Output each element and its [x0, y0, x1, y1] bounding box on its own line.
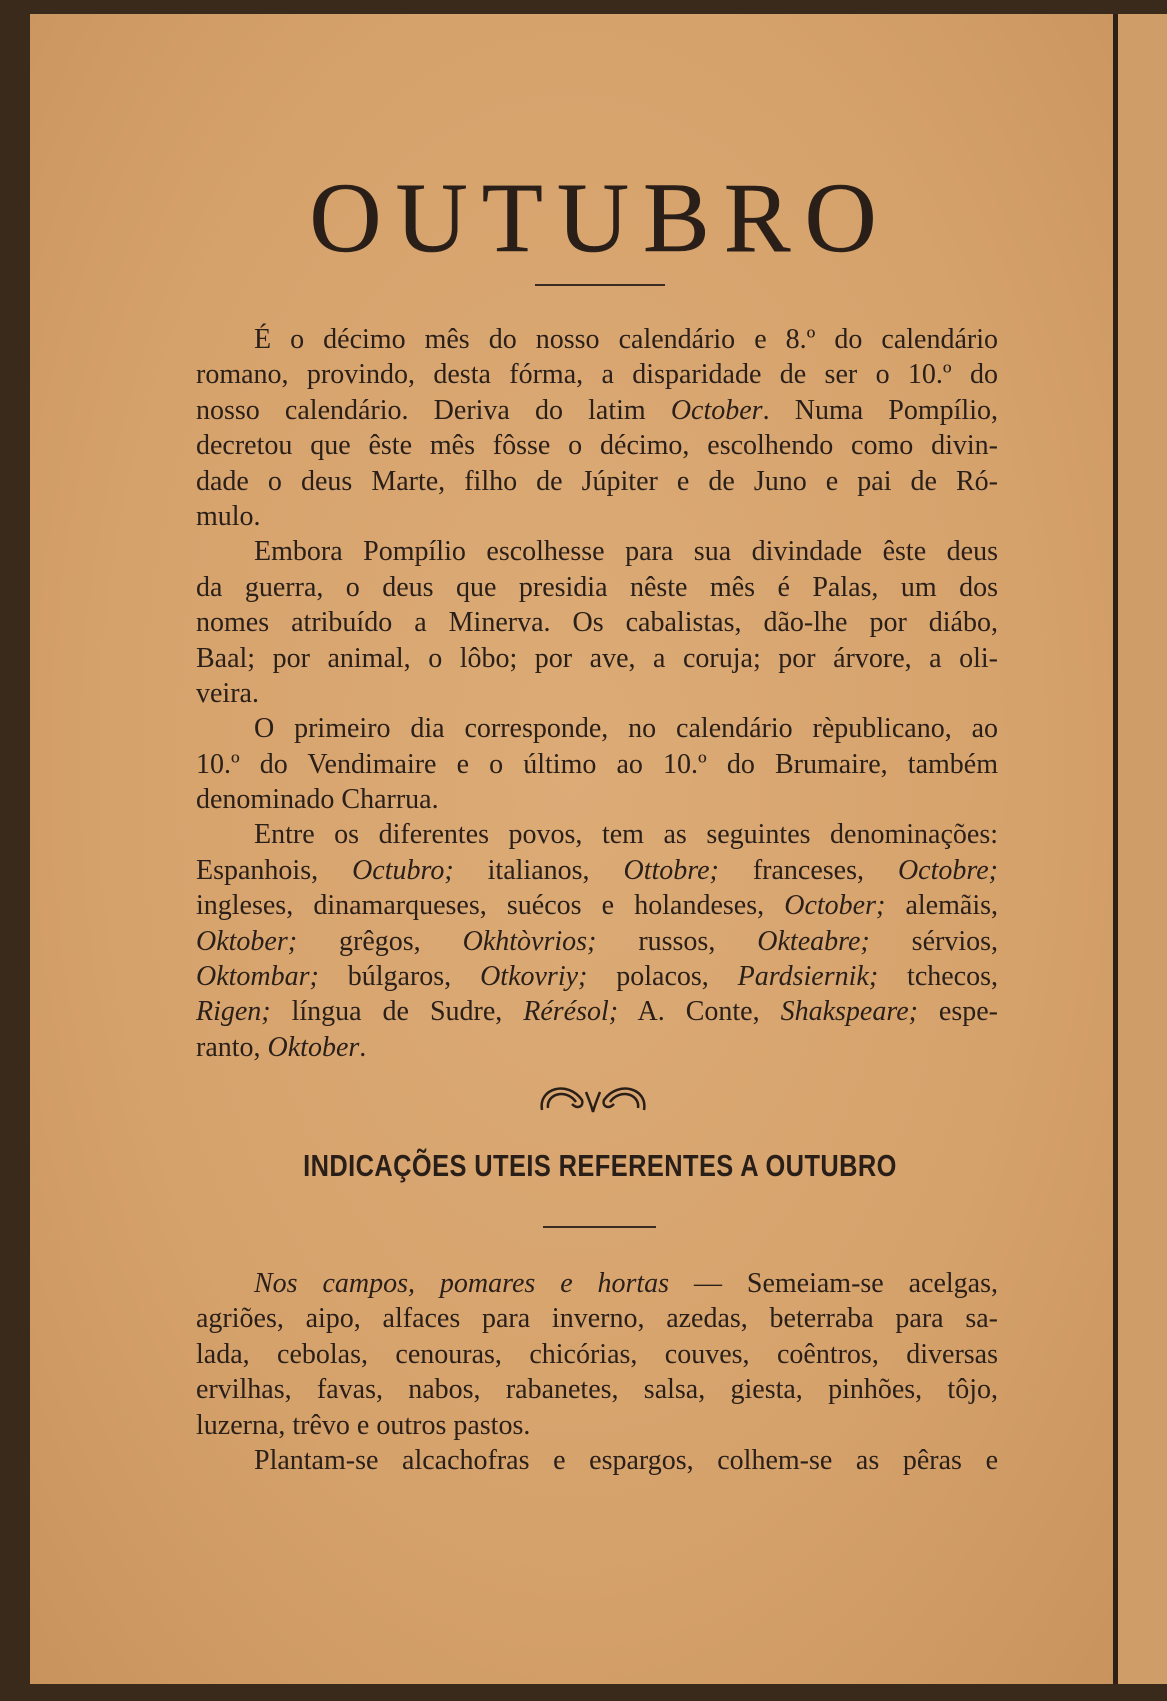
- text-run: sérvios,: [869, 925, 998, 957]
- text-line: [196, 747, 998, 782]
- text-line: [196, 1266, 998, 1301]
- italic-term: Shakspeare;: [780, 996, 918, 1028]
- intro-text: [196, 322, 998, 1065]
- text-run: língua de Sudre,: [270, 996, 524, 1028]
- text-run: búlgaros,: [318, 961, 481, 993]
- section-heading: INDICAÇÕES UTEIS REFERENTES A OUTUBRO: [303, 1148, 897, 1183]
- text-line: [196, 499, 998, 534]
- italic-term: October: [670, 394, 763, 426]
- text-line: [196, 817, 998, 852]
- text-run: Embora Pompílio escolhesse para sua divindade êste deus: [254, 536, 998, 568]
- italic-term: Pardsiernik;: [737, 961, 879, 993]
- text-line: [196, 676, 998, 711]
- text-line: [196, 428, 998, 463]
- title-divider: [535, 284, 665, 286]
- text-run: nosso calendário. Deriva do latim: [196, 394, 671, 426]
- italic-term: Okhtòvrios;: [462, 925, 597, 957]
- text-run: luzerna, trêvo e outros pastos.: [196, 1409, 531, 1441]
- text-line: [196, 1030, 998, 1065]
- text-line: [196, 888, 998, 923]
- text-line: [196, 994, 998, 1029]
- text-run: lada, cebolas, cenouras, chicórias, couves, coêntros, diversas: [196, 1338, 998, 1370]
- text-run: grêgos,: [297, 925, 463, 957]
- text-run: denominado Charrua.: [196, 784, 439, 816]
- italic-term: Nos campos, pomares e hortas: [254, 1268, 670, 1299]
- text-line: [196, 393, 998, 428]
- text-run: tchecos,: [878, 961, 998, 993]
- text-run: ervilhas, favas, nabos, rabanetes, salsa, giesta, pinhões, tôjo,: [196, 1374, 998, 1406]
- text-run: ranto,: [196, 1031, 268, 1063]
- text-run: dade o deus Marte, filho de Júpiter e de Juno e pai de Ró-: [196, 465, 998, 497]
- text-line: [196, 641, 998, 676]
- text-line: [196, 1443, 998, 1478]
- text-run: alemãis,: [885, 890, 998, 922]
- italic-term: Oktober;: [196, 925, 298, 957]
- text-run: É o décimo mês do nosso calendário e 8.º do calendário: [254, 324, 998, 355]
- text-line: [196, 1301, 998, 1336]
- italic-term: October;: [784, 890, 886, 922]
- text-line: [196, 959, 998, 994]
- text-run: romano, provindo, desta fórma, a disparidade de ser o 10.º do: [196, 359, 998, 391]
- italic-term: Octobre;: [897, 854, 998, 886]
- text-line: [196, 322, 998, 357]
- text-run: Espanhois,: [196, 854, 353, 886]
- ornament-icon: [538, 1078, 648, 1114]
- text-run: italianos,: [453, 854, 624, 886]
- text-run: veira.: [196, 677, 259, 709]
- italic-term: Rigen;: [196, 996, 271, 1028]
- text-line: [196, 924, 998, 959]
- italic-term: Otkovriy;: [480, 961, 588, 993]
- text-run: .: [359, 1031, 367, 1063]
- italic-term: Ottobre;: [623, 854, 719, 886]
- heading-divider: [543, 1226, 656, 1228]
- text-line: [196, 853, 998, 888]
- text-line: [196, 782, 998, 817]
- text-line: [196, 570, 998, 605]
- text-run: 10.º do Vendimaire e o último ao 10.º do Brumaire, também: [196, 748, 998, 780]
- indications-text: [196, 1266, 998, 1478]
- text-line: [196, 1337, 998, 1372]
- text-run: — Semeiam-se acelgas,: [669, 1268, 998, 1299]
- text-line: [196, 1372, 998, 1407]
- text-line: [196, 357, 998, 392]
- text-line: [196, 534, 998, 569]
- text-run: russos,: [596, 925, 758, 957]
- italic-term: Rérésol;: [523, 996, 619, 1028]
- italic-term: Okteabre;: [757, 925, 870, 957]
- text-run: da guerra, o deus que presidia nêste mês é Palas, um dos: [196, 571, 998, 603]
- text-run: Entre os diferentes povos, tem as seguintes denominações:: [254, 819, 998, 851]
- text-run: decretou que êste mês fôsse o décimo, escolhendo como divin-: [196, 430, 998, 462]
- text-run: franceses,: [718, 854, 898, 886]
- text-run: A. Conte,: [618, 996, 781, 1028]
- text-run: nomes atribuído a Minerva. Os cabalistas, dão-lhe por diábo,: [196, 607, 998, 639]
- text-run: polacos,: [587, 961, 738, 993]
- text-line: [196, 711, 998, 746]
- italic-term: Oktober: [267, 1031, 360, 1063]
- text-run: agriões, aipo, alfaces para inverno, azedas, beterraba para sa-: [196, 1303, 998, 1335]
- text-run: Plantam-se alcachofras e espargos, colhem-se as pêras e: [254, 1444, 998, 1476]
- text-run: espe-: [917, 996, 998, 1028]
- italic-term: Octubro;: [352, 854, 454, 886]
- page-title: OUTUBRO: [309, 162, 891, 273]
- text-line: [196, 1408, 998, 1443]
- text-run: Baal; por animal, o lôbo; por ave, a coruja; por árvore, a oli-: [196, 642, 998, 674]
- text-line: [196, 605, 998, 640]
- italic-term: Oktombar;: [196, 961, 319, 993]
- text-run: . Numa Pompílio,: [762, 394, 998, 426]
- text-run: ingleses, dinamarqueses, suécos e holandeses,: [196, 890, 785, 922]
- text-run: O primeiro dia corresponde, no calendário rèpublicano, ao: [254, 713, 998, 745]
- text-line: [196, 464, 998, 499]
- text-run: mulo.: [196, 500, 261, 532]
